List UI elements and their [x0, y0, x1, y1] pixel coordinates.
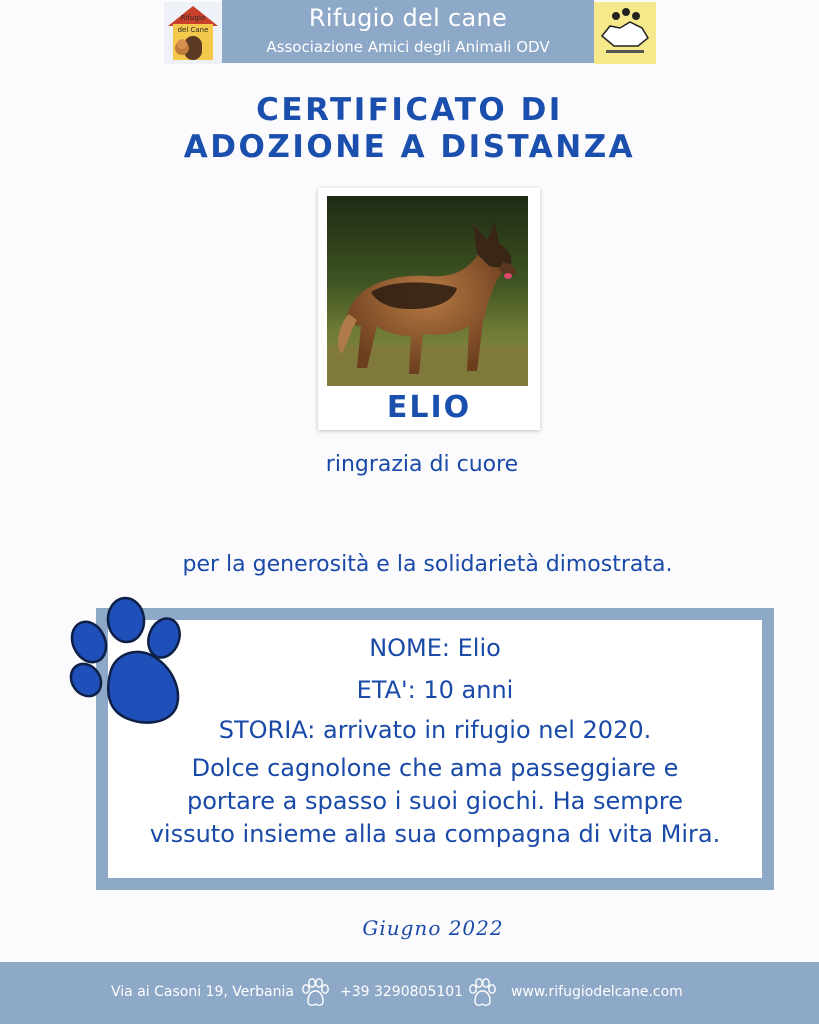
info-story-line1: Dolce cagnolone che ama passeggiare e — [191, 754, 679, 782]
info-box-inner — [108, 620, 762, 878]
org-title: Rifugio del cane — [308, 4, 508, 32]
paw-print-icon — [300, 977, 330, 1009]
info-story-title: STORIA: arrivato in rifugio nel 2020. — [218, 716, 652, 744]
footer-phone: +39 3290805101 — [340, 984, 464, 1000]
dog-name: ELIO — [386, 390, 472, 425]
thanks-text: ringrazia di cuore — [325, 452, 519, 477]
certificate-date: Giugno 2022 — [362, 916, 504, 940]
paw-print-icon — [467, 977, 497, 1009]
org-subtitle: Associazione Amici degli Animali ODV — [266, 38, 550, 56]
certificate-title-line1: CERTIFICATO DI — [256, 92, 563, 128]
footer-website[interactable]: www.rifugiodelcane.com — [511, 984, 683, 1000]
info-name: NOME: Elio — [369, 634, 501, 662]
association-logo — [594, 2, 656, 64]
footer — [0, 962, 819, 1024]
svg-text:del Cane: del Cane — [177, 26, 209, 34]
info-age: ETA': 10 anni — [356, 676, 514, 704]
generosity-text: per la generosità e la solidarietà dimostrata. — [182, 552, 673, 577]
certificate-title-line2: ADOZIONE A DISTANZA — [183, 129, 636, 165]
info-story-line3: vissuto insieme alla sua compagna di vita Mira. — [149, 820, 721, 848]
rifugio-logo — [164, 2, 222, 64]
logo-lettering: Rifugio — [180, 14, 206, 22]
paw-icon — [64, 596, 186, 726]
info-box — [96, 608, 774, 890]
dog-polaroid — [318, 188, 540, 430]
dog-photo — [327, 196, 528, 386]
header-band — [222, 0, 594, 63]
info-story-line2: portare a spasso i suoi giochi. Ha sempre — [186, 787, 684, 815]
footer-address: Via ai Casoni 19, Verbania — [111, 984, 294, 1000]
